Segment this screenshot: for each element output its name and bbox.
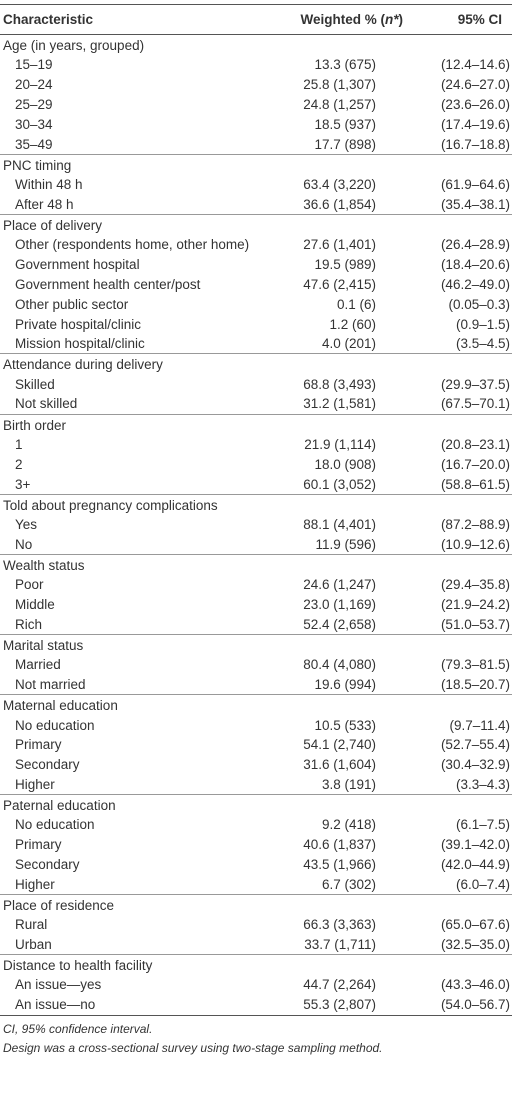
table-row [0, 775, 512, 795]
group-title: Place of residence [0, 894, 512, 915]
row-weighted-value: 10.5 (533) [314, 717, 376, 733]
row-weighted-value: 24.6 (1,247) [303, 577, 376, 593]
header-weighted [268, 5, 415, 35]
row-weighted-value: 33.7 (1,711) [304, 936, 376, 952]
table-row [0, 55, 512, 75]
row-ci-value: (6.1–7.5) [455, 817, 510, 833]
group-title: Told about pregnancy complications [0, 494, 512, 515]
header-weighted-n: n* [385, 12, 399, 27]
row-weighted-value: 25.8 (1,307) [303, 77, 376, 93]
row-ci-value: (61.9–64.6) [440, 177, 510, 193]
group-header-row [0, 554, 512, 575]
row-label: 2 [15, 456, 23, 472]
row-weighted-value: 54.1 (2,740) [303, 737, 376, 753]
row-ci-value: (18.4–20.6) [440, 257, 510, 273]
row-label: An issue—no [15, 997, 96, 1013]
row-weighted-value: 17.7 (898) [314, 136, 376, 152]
row-label: Other public sector [15, 296, 129, 312]
row-label: Mission hospital/clinic [15, 336, 145, 352]
row-ci-value: (26.4–28.9) [440, 237, 510, 253]
row-ci-value: (20.8–23.1) [440, 437, 510, 453]
row-ci-value: (35.4–38.1) [440, 196, 510, 212]
row-weighted-value: 6.7 (302) [321, 876, 376, 892]
table-row [0, 855, 512, 875]
row-ci-value: (29.9–37.5) [440, 376, 510, 392]
row-ci-value: (52.7–55.4) [440, 737, 510, 753]
row-weighted-value: 19.6 (994) [314, 676, 376, 692]
table-row [0, 195, 512, 215]
row-label: No [15, 536, 33, 552]
row-label: Primary [15, 837, 62, 853]
header-ci: 95% CI [415, 5, 512, 35]
row-label: Private hospital/clinic [15, 316, 142, 332]
row-label: Middle [15, 597, 55, 613]
table-row [0, 735, 512, 755]
footnote-ci: CI, 95% confidence interval. [3, 1021, 153, 1036]
row-weighted-value: 23.0 (1,169) [303, 597, 376, 613]
row-weighted-value: 36.6 (1,854) [303, 196, 376, 212]
row-label: Skilled [15, 376, 55, 392]
row-ci-value: (79.3–81.5) [440, 657, 510, 673]
table-row [0, 715, 512, 735]
row-ci-value: (17.4–19.6) [440, 116, 510, 132]
group-header-row [0, 695, 512, 716]
group-header-row [0, 354, 512, 375]
row-ci-value: (39.1–42.0) [440, 837, 510, 853]
group-header-row [0, 794, 512, 815]
table-row [0, 815, 512, 835]
row-ci-value: (3.3–4.3) [455, 776, 510, 792]
group-title: Distance to health facility [0, 955, 512, 976]
table-body [0, 35, 512, 1015]
group-title: Age (in years, grouped) [3, 38, 145, 53]
row-label: 25–29 [15, 97, 53, 113]
group-title: Paternal education [0, 794, 512, 815]
row-weighted-value: 1.2 (60) [329, 316, 376, 332]
row-ci-value: (9.7–11.4) [449, 717, 510, 733]
row-ci-value: (3.5–4.5) [455, 336, 510, 352]
group-title: PNC timing [0, 154, 512, 175]
table-row [0, 455, 512, 475]
table-row [0, 535, 512, 555]
row-weighted-value: 27.6 (1,401) [303, 237, 376, 253]
table-row [0, 115, 512, 135]
row-weighted-value: 47.6 (2,415) [303, 277, 376, 293]
row-weighted-value: 31.2 (1,581) [303, 396, 376, 412]
group-title: Marital status [0, 634, 512, 655]
row-label: Yes [15, 517, 38, 533]
row-label: 35–49 [15, 136, 53, 152]
row-ci-value: (29.4–35.8) [440, 577, 510, 593]
row-weighted-value: 52.4 (2,658) [303, 616, 376, 632]
row-ci-value: (67.5–70.1) [440, 396, 510, 412]
row-weighted-value: 21.9 (1,114) [304, 437, 376, 453]
row-ci-value: (51.0–53.7) [440, 616, 510, 632]
row-label: Secondary [15, 757, 80, 773]
row-ci-value: (65.0–67.6) [440, 917, 510, 933]
row-weighted-value: 9.2 (418) [321, 817, 376, 833]
table-row [0, 314, 512, 334]
group-title: Birth order [0, 414, 512, 435]
group-header-row [0, 414, 512, 435]
table-row [0, 935, 512, 955]
row-weighted-value: 0.1 (6) [336, 296, 376, 312]
table-row [0, 255, 512, 275]
table-row [0, 294, 512, 314]
row-ci-value: (46.2–49.0) [440, 277, 510, 293]
table-row [0, 235, 512, 255]
table-row [0, 755, 512, 775]
row-label: Primary [15, 737, 62, 753]
row-label: Urban [15, 936, 52, 952]
table-row [0, 75, 512, 95]
table-row [0, 575, 512, 595]
row-label: Married [15, 657, 61, 673]
table-row [0, 615, 512, 635]
group-title: Wealth status [0, 554, 512, 575]
row-label: 20–24 [15, 77, 53, 93]
table-row [0, 435, 512, 455]
row-weighted-value: 24.8 (1,257) [303, 97, 376, 113]
row-ci-value: (58.8–61.5) [440, 476, 510, 492]
row-label: Higher [15, 876, 55, 892]
row-weighted-value: 66.3 (3,363) [303, 917, 376, 933]
row-ci-value: (16.7–20.0) [440, 456, 510, 472]
table-row [0, 655, 512, 675]
table-row [0, 394, 512, 414]
row-label: Poor [15, 577, 44, 593]
table-row [0, 875, 512, 895]
row-weighted-value: 63.4 (3,220) [303, 177, 376, 193]
group-title: Maternal education [0, 695, 512, 716]
row-ci-value: (54.0–56.7) [440, 997, 510, 1013]
row-weighted-value: 43.5 (1,966) [303, 857, 376, 873]
row-weighted-value: 55.3 (2,807) [303, 997, 376, 1013]
row-label: Government hospital [15, 257, 140, 273]
table-row [0, 915, 512, 935]
row-ci-value: (0.05–0.3) [448, 296, 510, 312]
characteristics-table [0, 4, 512, 1015]
row-label: 30–34 [15, 116, 53, 132]
row-weighted-value: 40.6 (1,837) [303, 837, 376, 853]
row-weighted-value: 80.4 (4,080) [303, 657, 376, 673]
row-weighted-value: 3.8 (191) [321, 776, 376, 792]
row-ci-value: (32.5–35.0) [440, 936, 510, 952]
table-row [0, 95, 512, 115]
row-weighted-value: 11.9 (596) [315, 536, 376, 552]
table-row [0, 134, 512, 154]
row-ci-value: (16.7–18.8) [440, 136, 510, 152]
row-ci-value: (30.4–32.9) [440, 757, 510, 773]
row-label: Not married [15, 676, 86, 692]
table-row [0, 175, 512, 195]
row-label: 3+ [15, 476, 31, 492]
row-label: An issue—yes [15, 977, 102, 993]
row-ci-value: (10.9–12.6) [440, 536, 510, 552]
row-label: No education [15, 717, 95, 733]
row-ci-value: (24.6–27.0) [440, 77, 510, 93]
row-weighted-value: 19.5 (989) [314, 257, 376, 273]
group-header-row [0, 634, 512, 655]
table-row [0, 675, 512, 695]
group-header-row [0, 494, 512, 515]
row-weighted-value: 68.8 (3,493) [303, 376, 376, 392]
group-header-row [0, 894, 512, 915]
row-label: 15–19 [15, 57, 53, 73]
row-weighted-value: 31.6 (1,604) [303, 757, 376, 773]
group-header-row [0, 35, 512, 56]
group-title: Place of delivery [0, 214, 512, 235]
row-weighted-value: 60.1 (3,052) [303, 476, 376, 492]
row-weighted-value: 18.5 (937) [314, 116, 376, 132]
row-weighted-value: 44.7 (2,264) [303, 977, 376, 993]
row-label: Rich [15, 616, 43, 632]
row-label: 1 [15, 437, 23, 453]
table-row [0, 374, 512, 394]
row-ci-value: (12.4–14.6) [440, 57, 510, 73]
row-ci-value: (23.6–26.0) [440, 97, 510, 113]
header-weighted-suffix: ) [398, 12, 403, 27]
table-row [0, 275, 512, 295]
header-characteristic: Characteristic [0, 5, 268, 35]
row-ci-value: (18.5–20.7) [440, 676, 510, 692]
header-weighted-prefix: Weighted % ( [300, 12, 385, 27]
row-ci-value: (6.0–7.4) [455, 876, 510, 892]
table-row [0, 515, 512, 535]
row-ci-value: (21.9–24.2) [440, 597, 510, 613]
row-weighted-value: 13.3 (675) [314, 57, 376, 73]
row-ci-value: (42.0–44.9) [440, 857, 510, 873]
group-title: Attendance during delivery [0, 354, 512, 375]
row-label: Other (respondents home, other home) [15, 237, 250, 253]
row-label: Not skilled [15, 396, 78, 412]
table-row [0, 595, 512, 615]
group-header-row [0, 955, 512, 976]
row-label: No education [15, 817, 95, 833]
row-label: Within 48 h [15, 177, 83, 193]
table-footnotes [0, 1015, 512, 1058]
row-label: Secondary [15, 857, 80, 873]
row-weighted-value: 88.1 (4,401) [303, 517, 376, 533]
row-label: Government health center/post [15, 277, 201, 293]
row-label: Higher [15, 776, 55, 792]
row-ci-value: (87.2–88.9) [440, 517, 510, 533]
group-header-row [0, 154, 512, 175]
row-ci-value: (43.3–46.0) [440, 977, 510, 993]
row-label: After 48 h [15, 196, 74, 212]
footnote-design: Design was a cross-sectional survey using two-stage sampling method. [3, 1040, 383, 1055]
table-row [0, 474, 512, 494]
row-weighted-value: 4.0 (201) [321, 336, 376, 352]
table-row [0, 975, 512, 995]
group-header-row [0, 214, 512, 235]
row-label: Rural [15, 917, 48, 933]
row-weighted-value: 18.0 (908) [314, 456, 376, 472]
row-ci-value: (0.9–1.5) [455, 316, 510, 332]
table-header-row [0, 5, 512, 35]
table-row [0, 835, 512, 855]
table-row [0, 334, 512, 354]
table-row [0, 995, 512, 1015]
